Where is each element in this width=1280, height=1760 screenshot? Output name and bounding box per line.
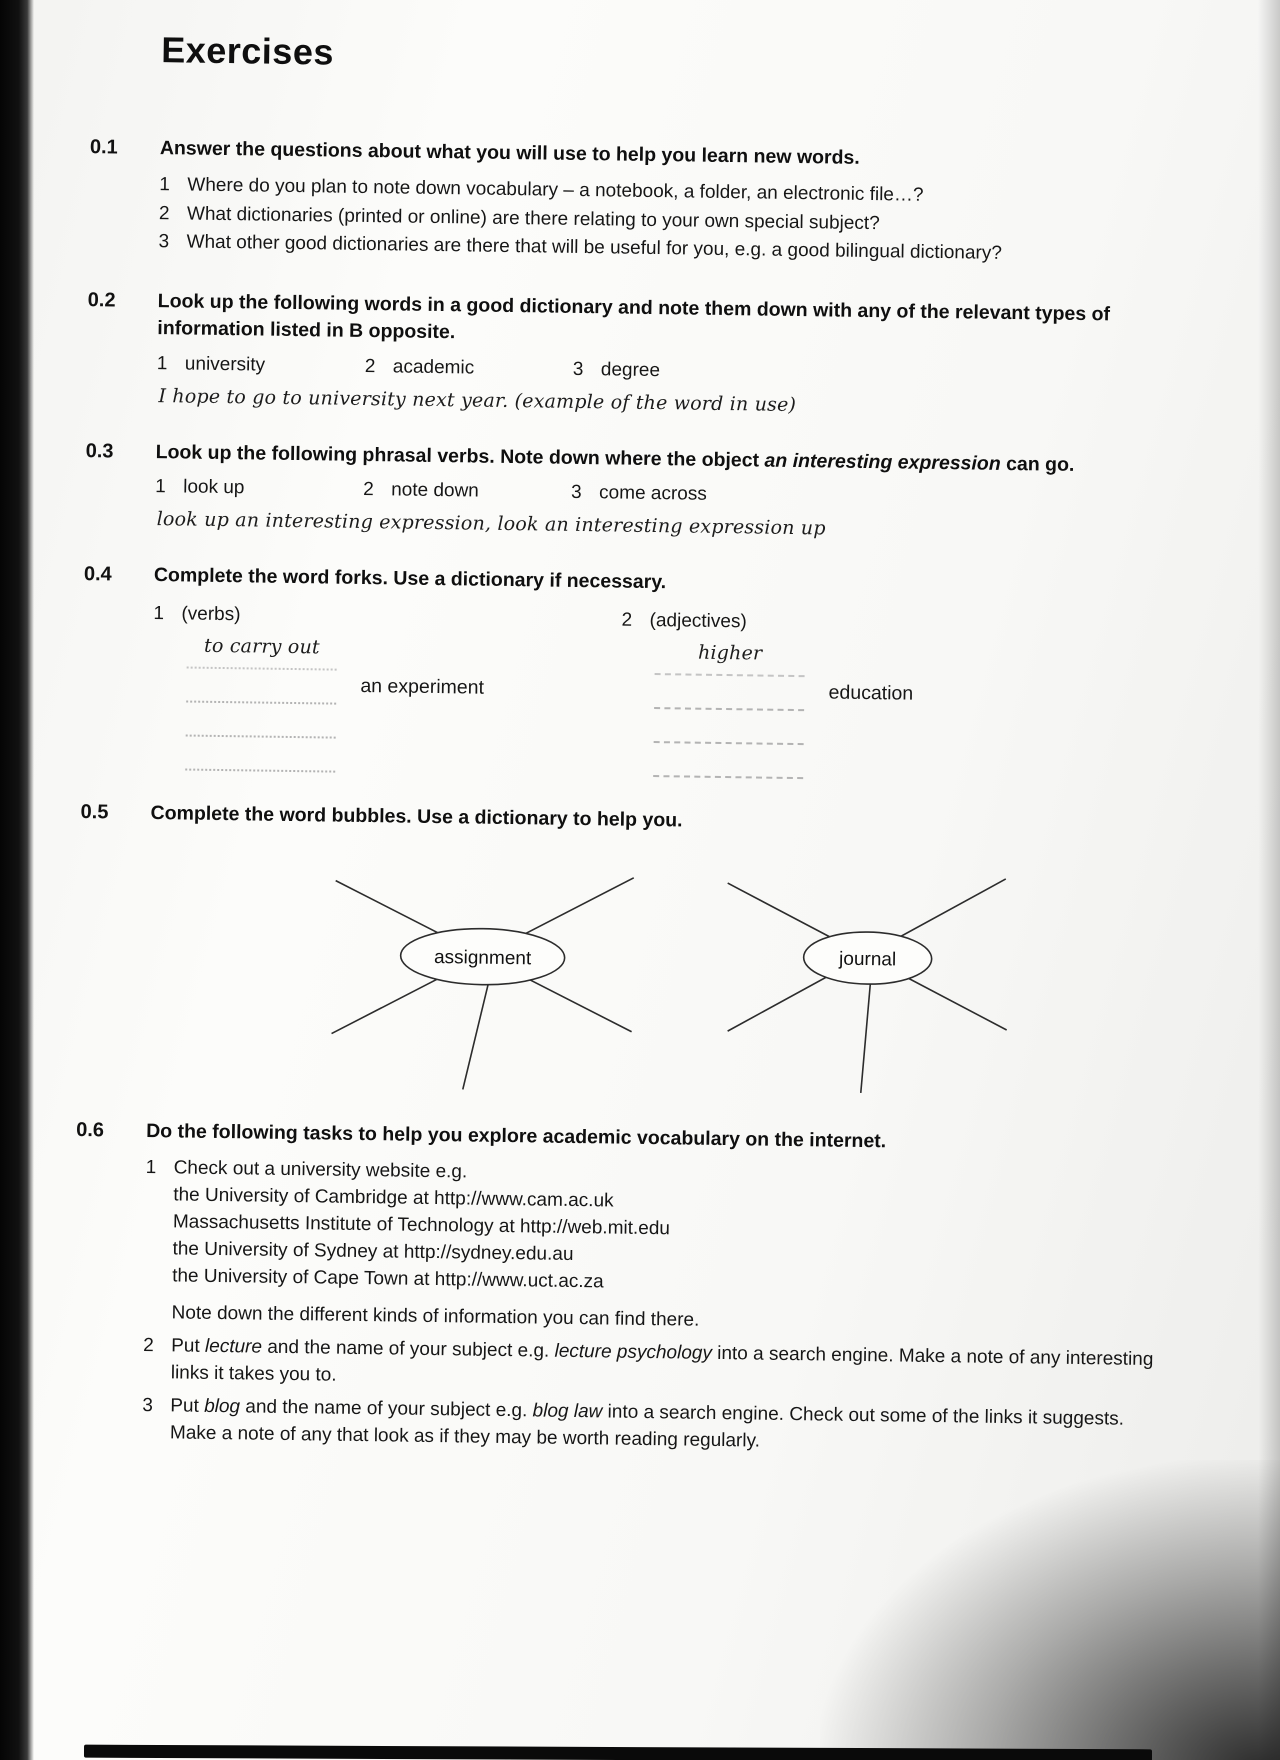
task-segment: and the name of your subject e.g. — [261, 1336, 555, 1362]
word-text: academic — [392, 356, 475, 379]
fork-diagram — [619, 640, 1171, 784]
handwritten-example: I hope to go to university next year. (example of the word in use) — [158, 384, 797, 416]
word-text: note down — [391, 479, 479, 502]
item-number: 2 — [363, 478, 374, 501]
fork-blank-line — [186, 702, 336, 738]
fork-blank-line — [653, 743, 803, 779]
exercise-number: 0.6 — [76, 1119, 105, 1142]
word-item — [157, 353, 365, 378]
exercise-0-3 — [85, 438, 1174, 546]
word-item — [155, 476, 363, 501]
exercise-body — [156, 288, 1176, 423]
bubble-word: assignment — [433, 947, 532, 970]
exercise-prompt: Complete the word bubbles. Use a dictionary to help you. — [150, 801, 683, 832]
fork-blank-line — [185, 736, 335, 772]
item-text: What dictionaries (printed or online) are there relating to your own special subject? — [186, 203, 880, 235]
task-segment-italic: blog — [203, 1396, 241, 1418]
item-number: 1 — [156, 352, 168, 374]
prompt-italic: an interesting expression — [764, 449, 1001, 475]
fork-label — [621, 608, 1171, 642]
prompt-text: Look up the following phrasal verbs. Note down where the object — [155, 440, 765, 472]
exercise-number: 0.3 — [85, 439, 114, 463]
task-segment: and the name of your subject e.g. — [239, 1396, 533, 1422]
item-number: 2 — [143, 1335, 154, 1357]
exercise-number: 0.4 — [83, 563, 112, 586]
word-text: degree — [600, 358, 661, 381]
exercise-prompt — [155, 439, 1173, 481]
word-text: come across — [598, 482, 707, 505]
fork-label — [153, 601, 622, 634]
scan-binding-strip — [0, 0, 34, 1760]
fork-blank-line — [186, 668, 336, 704]
exercise-body — [147, 800, 1169, 1102]
task-segment: Put — [170, 1395, 205, 1418]
item-number: 1 — [155, 476, 166, 498]
fork-blank-lines — [185, 634, 337, 772]
fork-target-word: an experiment — [360, 674, 485, 699]
item-text: What other good dictionaries are there that will be useful for you, e.g. a good bilingual dictionary? — [186, 231, 1003, 265]
word-bubble-assignment — [301, 855, 664, 1095]
word-list — [157, 353, 1175, 389]
item-number: 2 — [621, 609, 633, 632]
fork-blank-line — [654, 675, 804, 711]
exercise-number: 0.2 — [87, 289, 116, 312]
handwritten-example: look up an interesting expression, look an interesting expression up — [156, 508, 826, 540]
item-number: 3 — [158, 231, 170, 253]
word-item — [573, 359, 660, 382]
item-number: 1 — [159, 174, 171, 196]
exercise-0-2 — [86, 287, 1176, 423]
word-item — [365, 356, 573, 381]
fork-line-filled — [655, 641, 805, 677]
handwritten-answer: to carry out — [203, 634, 320, 659]
word-item — [363, 479, 571, 504]
exercise-body — [158, 135, 1178, 272]
exercise-body — [155, 439, 1174, 547]
scan-corner-shadow — [820, 1460, 1280, 1760]
task-item — [142, 1393, 1161, 1461]
item-text: Where do you plan to note down vocabulary – a notebook, a folder, an electronic file…? — [187, 174, 924, 207]
item-number: 3 — [142, 1395, 154, 1417]
word-text: university — [184, 353, 266, 376]
word-list — [155, 476, 1173, 512]
fork-line-filled — [187, 634, 337, 670]
handwritten-answer: higher — [697, 641, 763, 665]
item-number: 1 — [145, 1157, 157, 1179]
item-number: 3 — [572, 358, 584, 380]
task-item — [143, 1155, 1163, 1341]
task-intro: Check out a university website e.g. — [173, 1157, 468, 1183]
task-text — [170, 1394, 1161, 1462]
exercise-prompt: Do the following tasks to help you explore academic vocabulary on the internet. — [146, 1120, 887, 1153]
word-text: look up — [183, 476, 245, 499]
exercise-0-4 — [81, 561, 1172, 784]
exercise-prompt: Look up the following words in a good dictionary and note them down with any of the relevant types of information listed in B opposite. — [157, 290, 1111, 344]
university-site: the University of Cape Town at http://www.uct.ac.za — [172, 1265, 604, 1293]
fork-label-text: (adjectives) — [649, 610, 747, 633]
exercise-number: 0.1 — [89, 136, 118, 159]
bubble-word: journal — [838, 948, 897, 971]
task-item — [143, 1333, 1162, 1401]
task-note: Note down the different kinds of information you can find there. — [171, 1302, 700, 1332]
fork-label-text: (verbs) — [181, 603, 241, 626]
word-bubble-journal — [701, 861, 1034, 1101]
task-segment: Put — [171, 1335, 206, 1358]
item-number: 3 — [570, 481, 582, 503]
item-number: 2 — [158, 202, 170, 225]
word-bubbles — [167, 853, 1168, 1102]
word-item — [571, 482, 707, 506]
task-text — [171, 1334, 1162, 1402]
item-number: 1 — [153, 603, 165, 625]
exercise-body — [142, 1118, 1165, 1467]
university-site: the University of Sydney at http://sydney.edu.au — [172, 1238, 574, 1266]
exercise-prompt: Complete the word forks. Use a dictionary if necessary. — [153, 564, 667, 594]
item-number: 2 — [364, 355, 376, 377]
university-site: the University of Cambridge at http://www.cam.ac.uk — [173, 1184, 614, 1212]
word-forks — [151, 601, 1171, 784]
exercise-number: 0.5 — [80, 800, 109, 824]
exercise-0-6 — [72, 1117, 1165, 1467]
task-segment-italic: lecture psychology — [554, 1340, 713, 1365]
word-fork-verbs — [151, 601, 622, 776]
exercise-prompt: Answer the questions about what you will use to help you learn new words. — [159, 137, 860, 169]
fork-blank-lines — [653, 641, 805, 779]
prompt-text: can go. — [1000, 452, 1075, 476]
task-segment-italic: lecture — [204, 1336, 263, 1358]
page-title: Exercises — [160, 29, 335, 73]
fork-diagram — [151, 634, 621, 777]
fork-target-word: education — [828, 681, 914, 705]
task-text — [171, 1156, 1163, 1342]
fork-blank-line — [654, 709, 804, 745]
exercise-0-5 — [77, 799, 1169, 1102]
exercise-body — [151, 562, 1172, 784]
university-site: Massachusetts Institute of Technology at http://web.mit.edu — [172, 1211, 671, 1240]
task-segment-italic: blog law — [532, 1400, 603, 1423]
exercise-0-1 — [88, 134, 1178, 272]
word-fork-adjectives — [619, 608, 1171, 784]
task-segment: into a search engine. Make a note of any interesting links it takes you to. — [170, 1343, 1154, 1386]
task-segment: into a search engine. Check out some of the links it suggests. Make a note of any that look as if they may be worth reading regularly. — [169, 1401, 1125, 1452]
